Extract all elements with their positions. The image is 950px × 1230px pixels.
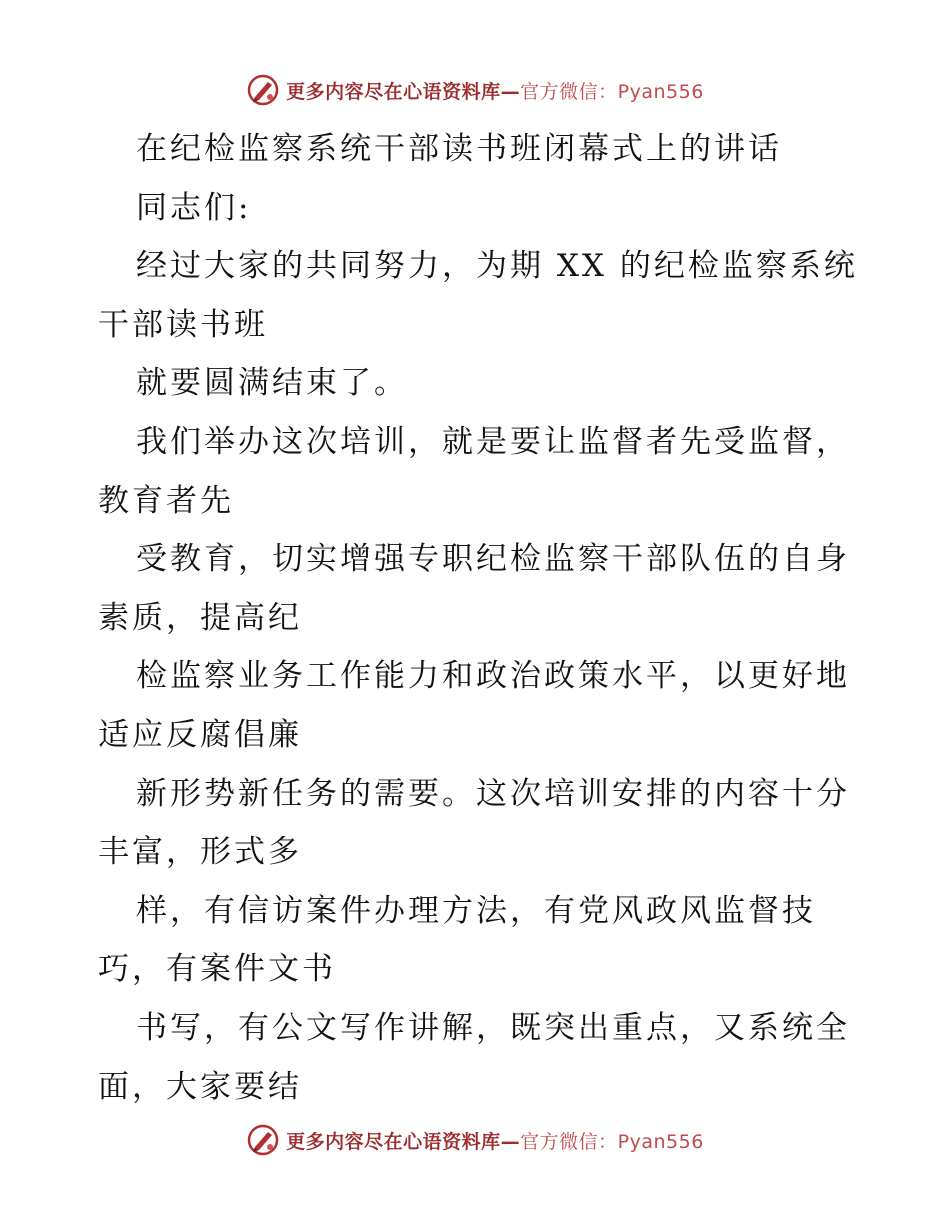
- header-dash: —: [500, 80, 521, 103]
- footer-dash: —: [500, 1130, 521, 1153]
- paragraph-line: 同志们:: [136, 189, 252, 226]
- footer-banner: [0, 1120, 950, 1160]
- paragraph-line: 巧，有案件文书: [98, 951, 336, 988]
- paragraph-line: 受教育，切实增强专职纪检监察干部队伍的自身: [136, 541, 850, 578]
- paragraph-line: 样，有信访案件办理方法，有党风政风监督技: [136, 892, 816, 929]
- footer-wechat-text: 官方微信：Pyan556: [520, 1130, 704, 1153]
- paragraph-line: 丰富，形式多: [98, 834, 302, 871]
- pen-logo-icon: [246, 1123, 280, 1157]
- paragraph-line: 素质，提高纪: [98, 599, 302, 636]
- header-site-text: 更多内容尽在心语资料库: [286, 80, 501, 103]
- paragraph-line: 检监察业务工作能力和政治政策水平，以更好地: [136, 658, 850, 695]
- paragraph-line: 面，大家要结: [98, 1068, 302, 1105]
- paragraph-line: 干部读书班: [98, 306, 268, 343]
- paragraph-line: 适应反腐倡廉: [98, 716, 302, 753]
- header-banner-text: [286, 77, 704, 104]
- document-title: 在纪检监察系统干部读书班闭幕式上的讲话: [136, 131, 782, 167]
- footer-site-text: 更多内容尽在心语资料库: [286, 1130, 501, 1153]
- document-body: [98, 120, 858, 1116]
- paragraph-line: 教育者先: [98, 482, 234, 519]
- footer-banner-text: [286, 1127, 704, 1154]
- header-banner-inner: [246, 73, 704, 107]
- paragraph-line: 经过大家的共同努力，为期 XX 的纪检监察系统: [136, 248, 858, 285]
- paragraph-line: 新形势新任务的需要。这次培训安排的内容十分: [136, 775, 850, 812]
- pen-logo-icon: [246, 73, 280, 107]
- paragraph-line: 我们举办这次培训，就是要让监督者先受监督，: [136, 423, 850, 460]
- paragraph-line: 书写，有公文写作讲解，既突出重点，又系统全: [136, 1009, 850, 1046]
- header-banner: [0, 70, 950, 110]
- paragraph-line: 就要圆满结束了。: [136, 365, 408, 402]
- footer-banner-inner: [246, 1123, 704, 1157]
- header-wechat-text: 官方微信：Pyan556: [520, 80, 704, 103]
